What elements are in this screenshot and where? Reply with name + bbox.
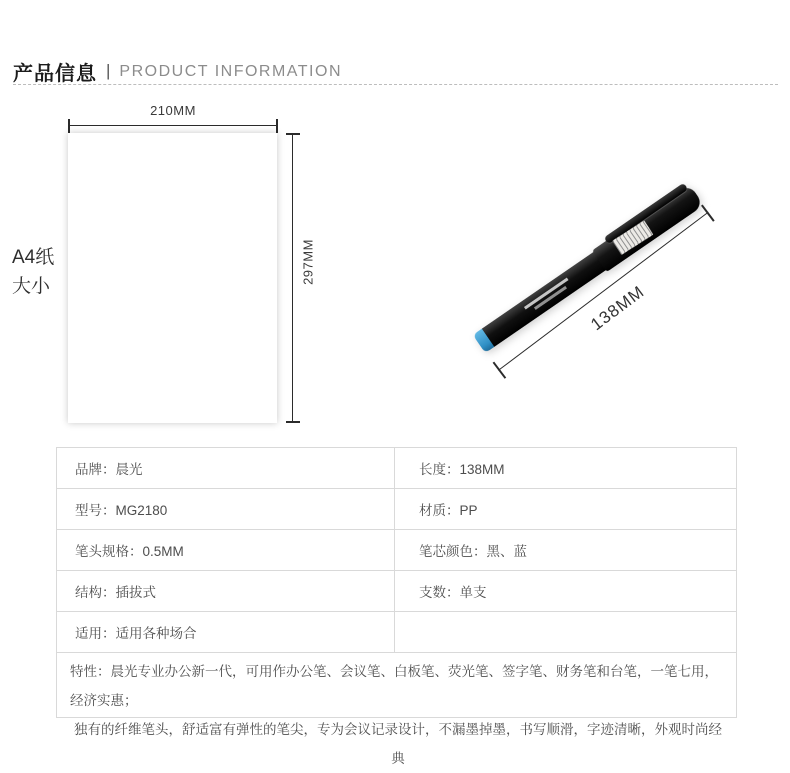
spec-cell-count: 支数：单支 [419, 585, 487, 600]
table-row [57, 448, 736, 489]
spec-cell-material: 材质：PP [419, 503, 478, 518]
table-row [57, 612, 736, 653]
a4-height-label: 297MM [300, 239, 316, 285]
a4-caption-line2: 大小 [12, 276, 51, 297]
spec-cell-refill-color: 笔芯颜色：黑、蓝 [419, 544, 527, 559]
pen-length-dimension-line [498, 212, 709, 371]
title-separator: | [106, 60, 111, 80]
section-title-cn: 产品信息 [13, 63, 97, 85]
a4-width-dimension-line [68, 125, 278, 126]
section-header [13, 57, 342, 86]
a4-caption-line1: A4纸 [12, 247, 55, 268]
feature-text-line2: 独有的纤维笔头，舒适富有弹性的笔尖，专为会议记录设计，不漏墨掉墨，书写顺滑，字迹清晰，外观时尚经典 [74, 722, 722, 766]
spec-cell-length: 长度：138MM [419, 462, 505, 477]
dashed-divider [13, 84, 778, 85]
spec-cell-brand: 品牌：晨光 [57, 448, 395, 488]
spec-feature-row [57, 653, 736, 766]
spec-cell-structure: 结构：插拔式 [57, 571, 395, 611]
spec-table [56, 447, 737, 766]
pen-illustration [472, 184, 704, 355]
a4-width-label: 210MM [150, 103, 196, 118]
table-row [57, 489, 736, 530]
a4-height-dimension-line [292, 133, 293, 423]
spec-cell-model: 型号：MG2180 [57, 489, 395, 529]
table-row [57, 571, 736, 612]
feature-text-line1: 特性：晨光专业办公新一代，可用作办公笔、会议笔、白板笔、荧光笔、签字笔、财务笔和台笔，一笔七用，经济实惠； [70, 664, 718, 708]
a4-paper-illustration [68, 133, 277, 423]
spec-cell-tip-size: 笔头规格：0.5MM [57, 530, 395, 570]
pen-length-label: 138MM [587, 281, 648, 335]
table-row [57, 530, 736, 571]
section-title-en: PRODUCT INFORMATION [119, 62, 342, 80]
spec-cell-empty [395, 612, 736, 652]
spec-cell-usage: 适用：适用各种场合 [57, 612, 395, 652]
a4-size-caption [12, 243, 54, 301]
